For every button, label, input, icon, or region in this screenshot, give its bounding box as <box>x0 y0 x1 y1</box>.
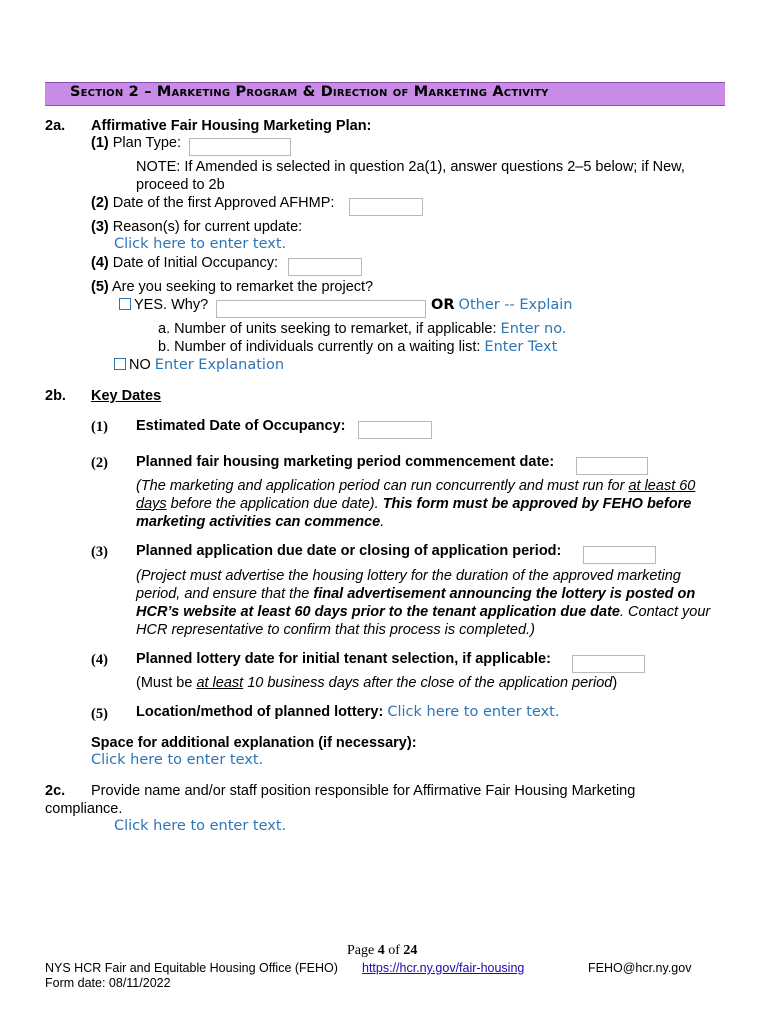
section-2c-number: 2c. <box>45 783 66 799</box>
d3-note: (Project must advertise the housing lottery for the duration of the approved marketing period, and ensure that the final advertisement announcing the lottery is posted on HCR’s website at least 60 days prior to the tenant application due date. Contact your HCR representative to confirm that this process is completed.) <box>136 568 711 638</box>
footer-form-date: Form date: 08/11/2022 <box>45 976 171 990</box>
or-label: OR Other -- Explain <box>431 297 573 313</box>
other-explain-input[interactable]: Other -- Explain <box>458 297 573 313</box>
footer-office: NYS HCR Fair and Equitable Housing Office (FEHO) <box>45 961 338 975</box>
section-title: Section 2 – Marketing Program & Direction of Marketing Activity <box>70 84 549 100</box>
section-2a-title: Affirmative Fair Housing Marketing Plan: <box>91 118 372 134</box>
no-checkbox[interactable] <box>114 358 126 370</box>
lottery-date-field[interactable] <box>572 655 645 673</box>
d3-number: (3) <box>91 544 108 560</box>
section-2a-number: 2a. <box>45 118 66 134</box>
yes-checkbox[interactable] <box>119 298 131 310</box>
q1-label: (1) Plan Type: <box>91 135 182 151</box>
section-2c-text-continued: compliance. <box>45 801 123 817</box>
note-text: NOTE: If Amended is selected in question 2a(1), answer questions 2–5 below; if New, proceed to 2b <box>136 159 685 193</box>
page-number: Page 4 of 24 <box>347 943 418 958</box>
no-explanation-input[interactable]: Enter Explanation <box>154 357 285 373</box>
q4-label: (4) Date of Initial Occupancy: <box>91 255 278 271</box>
plan-type-field[interactable] <box>189 138 291 156</box>
section-2c-text: Provide name and/or staff position responsible for Affirmative Fair Housing Marketing <box>91 783 636 799</box>
estimated-occupancy-date-field[interactable] <box>358 421 432 439</box>
d2-number: (2) <box>91 455 108 471</box>
additional-explanation-input[interactable]: Click here to enter text. <box>91 752 264 768</box>
d4-number: (4) <box>91 652 108 668</box>
sub-b-line: b. Number of individuals currently on a waiting list: Enter Text <box>158 339 558 355</box>
responsible-staff-input[interactable]: Click here to enter text. <box>114 818 287 834</box>
units-remarket-input[interactable]: Enter no. <box>500 321 567 337</box>
q2-label: (2) Date of the first Approved AFHMP: <box>91 195 335 211</box>
footer-url-link[interactable]: https://hcr.ny.gov/fair-housing <box>362 961 525 975</box>
d2-note: (The marketing and application period can run concurrently and must run for at least 60 days before the application due date). This form must be approved by FEHO before marketing activities can commence. <box>136 478 696 530</box>
footer-email: FEHO@hcr.ny.gov <box>588 961 692 975</box>
afhmp-date-field[interactable] <box>349 198 423 216</box>
lottery-location-input[interactable]: Click here to enter text. <box>387 704 560 720</box>
d3-label: Planned application due date or closing of application period: <box>136 543 562 559</box>
yes-option[interactable]: YES. Why? <box>119 297 208 313</box>
additional-explanation-label: Space for additional explanation (if necessary): <box>91 735 417 751</box>
d4-note: (Must be at least 10 business days after the close of the application period) <box>136 675 618 691</box>
yes-why-field[interactable] <box>216 300 426 318</box>
d5-line: Location/method of planned lottery: Click here to enter text. <box>136 704 560 720</box>
d4-label: Planned lottery date for initial tenant selection, if applicable: <box>136 651 551 667</box>
d1-label: Estimated Date of Occupancy: <box>136 418 346 434</box>
marketing-commencement-date-field[interactable] <box>576 457 648 475</box>
q3-label: (3) Reason(s) for current update: <box>91 219 303 235</box>
section-2b-number: 2b. <box>45 388 66 404</box>
reasons-input[interactable]: Click here to enter text. <box>114 236 287 252</box>
key-dates-heading: Key Dates <box>91 388 162 404</box>
waiting-list-input[interactable]: Enter Text <box>484 339 558 355</box>
initial-occupancy-date-field[interactable] <box>288 258 362 276</box>
no-option[interactable]: NO Enter Explanation <box>114 357 284 373</box>
q5-label: (5) Are you seeking to remarket the project? <box>91 279 374 295</box>
d2-label: Planned fair housing marketing period commencement date: <box>136 454 555 470</box>
sub-a-line: a. Number of units seeking to remarket, if applicable: Enter no. <box>158 321 567 337</box>
d1-number: (1) <box>91 419 108 435</box>
d5-number: (5) <box>91 706 108 722</box>
application-due-date-field[interactable] <box>583 546 656 564</box>
